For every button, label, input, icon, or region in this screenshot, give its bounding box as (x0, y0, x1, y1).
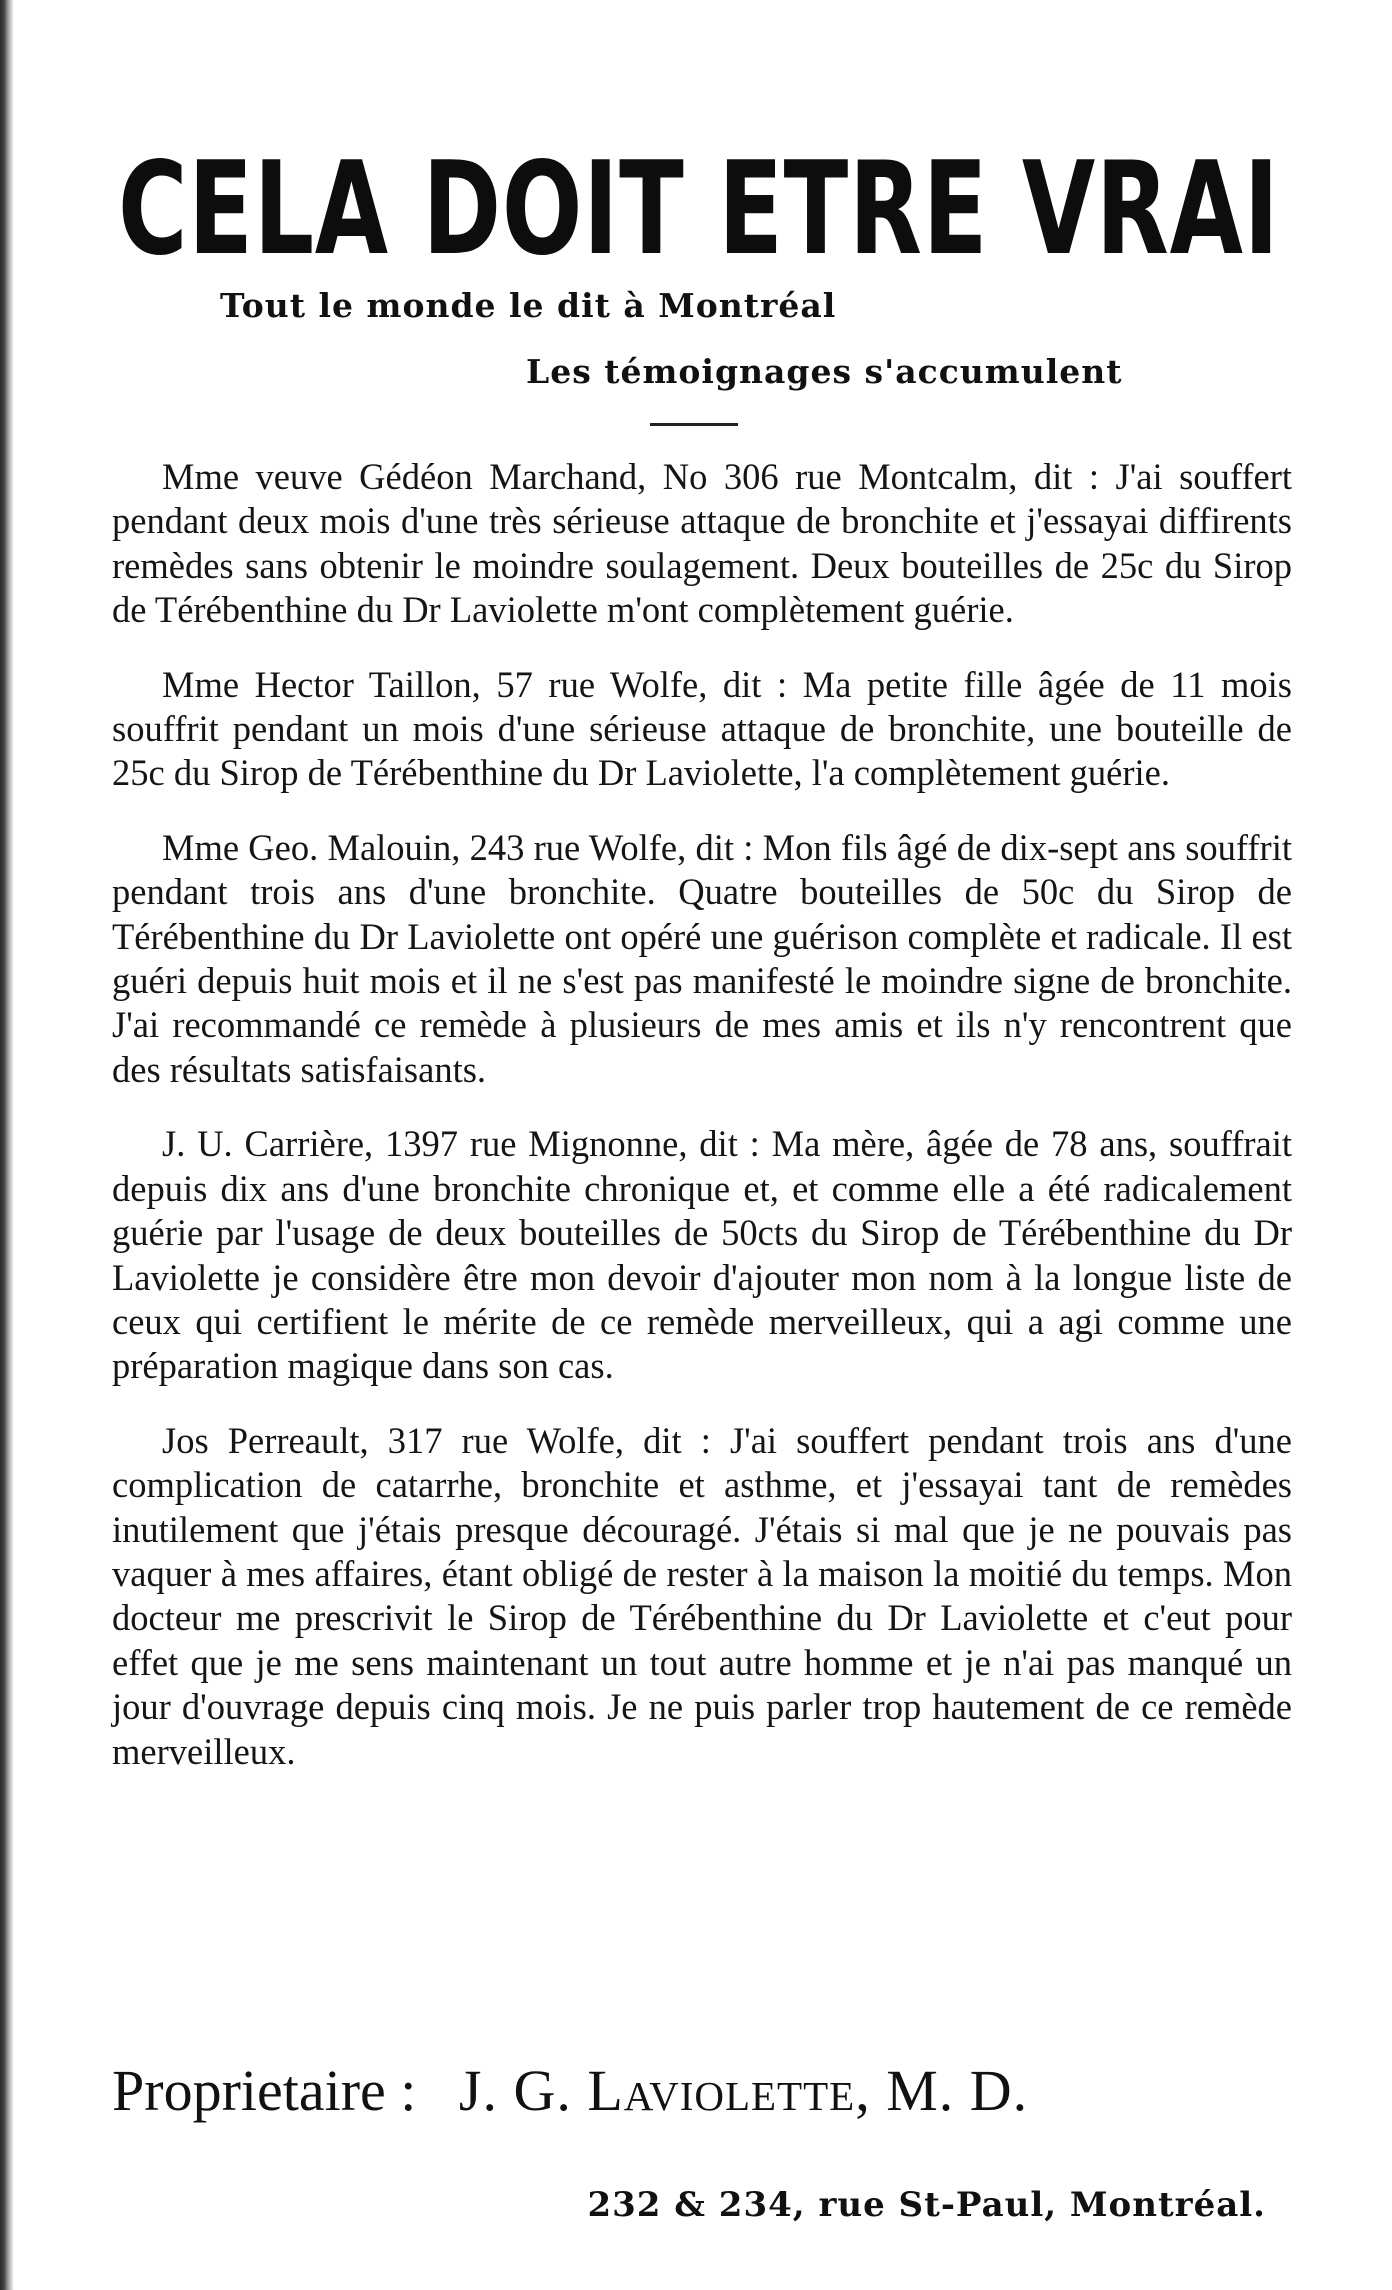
address-line: 232 & 234, rue St-Paul, Montréal. (587, 2185, 1266, 2225)
testimonials-body (112, 455, 1292, 1804)
divider-rule (650, 423, 738, 426)
subhead-montreal: Tout le monde le dit à Montréal (220, 286, 837, 325)
headline: CELA DOIT ETRE VRAI (118, 135, 1280, 284)
testimonial-perreault: Jos Perreault, 317 rue Wolfe, dit : J'ai souffert pendant trois ans d'une complication de catarrhe, bronchite et asthme, et j'essayai tant de remèdes inutilement que j'étais presque découragé. J'étais si mal que je ne pouvais pas vaquer à mes affaires, étant obligé de rester à la maison la moitié du temps. Mon docteur me prescrivit le Sirop de Térébenthine du Dr Laviolette et c'eut pour effet que je me sens maintenant un tout autre homme et je n'ai pas manqué un jour d'ouvrage depuis cinq mois. Je ne puis parler trop hautement de ce remède merveilleux. (112, 1419, 1292, 1772)
testimonial-carriere: J. U. Carrière, 1397 rue Mignonne, dit : Ma mère, âgée de 78 ans, souffrait depuis dix ans d'une bronchite chronique et, et comme elle a été radicalement guérie par l'usage de deux bouteilles de 50cts du Sirop de Térébenthine du Dr Laviolette je considère être mon devoir d'ajouter mon nom à la longue liste de ceux qui certifient le mérite de ce remède merveilleux, qui a agi comme une préparation magique dans son cas. (112, 1123, 1292, 1387)
proprietor-label: Proprietaire : (112, 2058, 417, 2123)
proprietor-name: J. G. Laviolette, M. D. (458, 2058, 1029, 2123)
proprietor-line (112, 2058, 1292, 2124)
testimonial-marchand: Mme veuve Gédéon Marchand, No 306 rue Montcalm, dit : J'ai souffert pendant deux mois d'une très sérieuse attaque de bronchite et j'essayai diffirents remèdes sans obtenir le moindre soulagement. Deux bouteilles de 25c du Sirop de Térébenthine du Dr Laviolette m'ont complètement guérie. (112, 456, 1292, 631)
testimonial-taillon: Mme Hector Taillon, 57 rue Wolfe, dit : Ma petite fille âgée de 11 mois souffrit pendant un mois d'une sérieuse attaque de bronchite, une bouteille de 25c du Sirop de Térébenthine du Dr Laviolette, l'a complètement guérie. (112, 663, 1292, 794)
scan-edge (0, 0, 14, 2290)
subhead-testimonials: Les témoignages s'accumulent (526, 352, 1123, 391)
testimonial-malouin: Mme Geo. Malouin, 243 rue Wolfe, dit : Mon fils âgé de dix-sept ans souffrit pendant trois ans d'une bronchite. Quatre bouteilles de 50c du Sirop de Térébenthine du Dr Laviolette ont opéré une guérison complète et radicale. Il est guéri depuis huit mois et il ne s'est pas manifesté le moindre signe de bronchite. J'ai recommandé ce remède à plusieurs de mes amis et ils n'y rencontrent que des résultats satisfaisants. (112, 826, 1292, 1090)
